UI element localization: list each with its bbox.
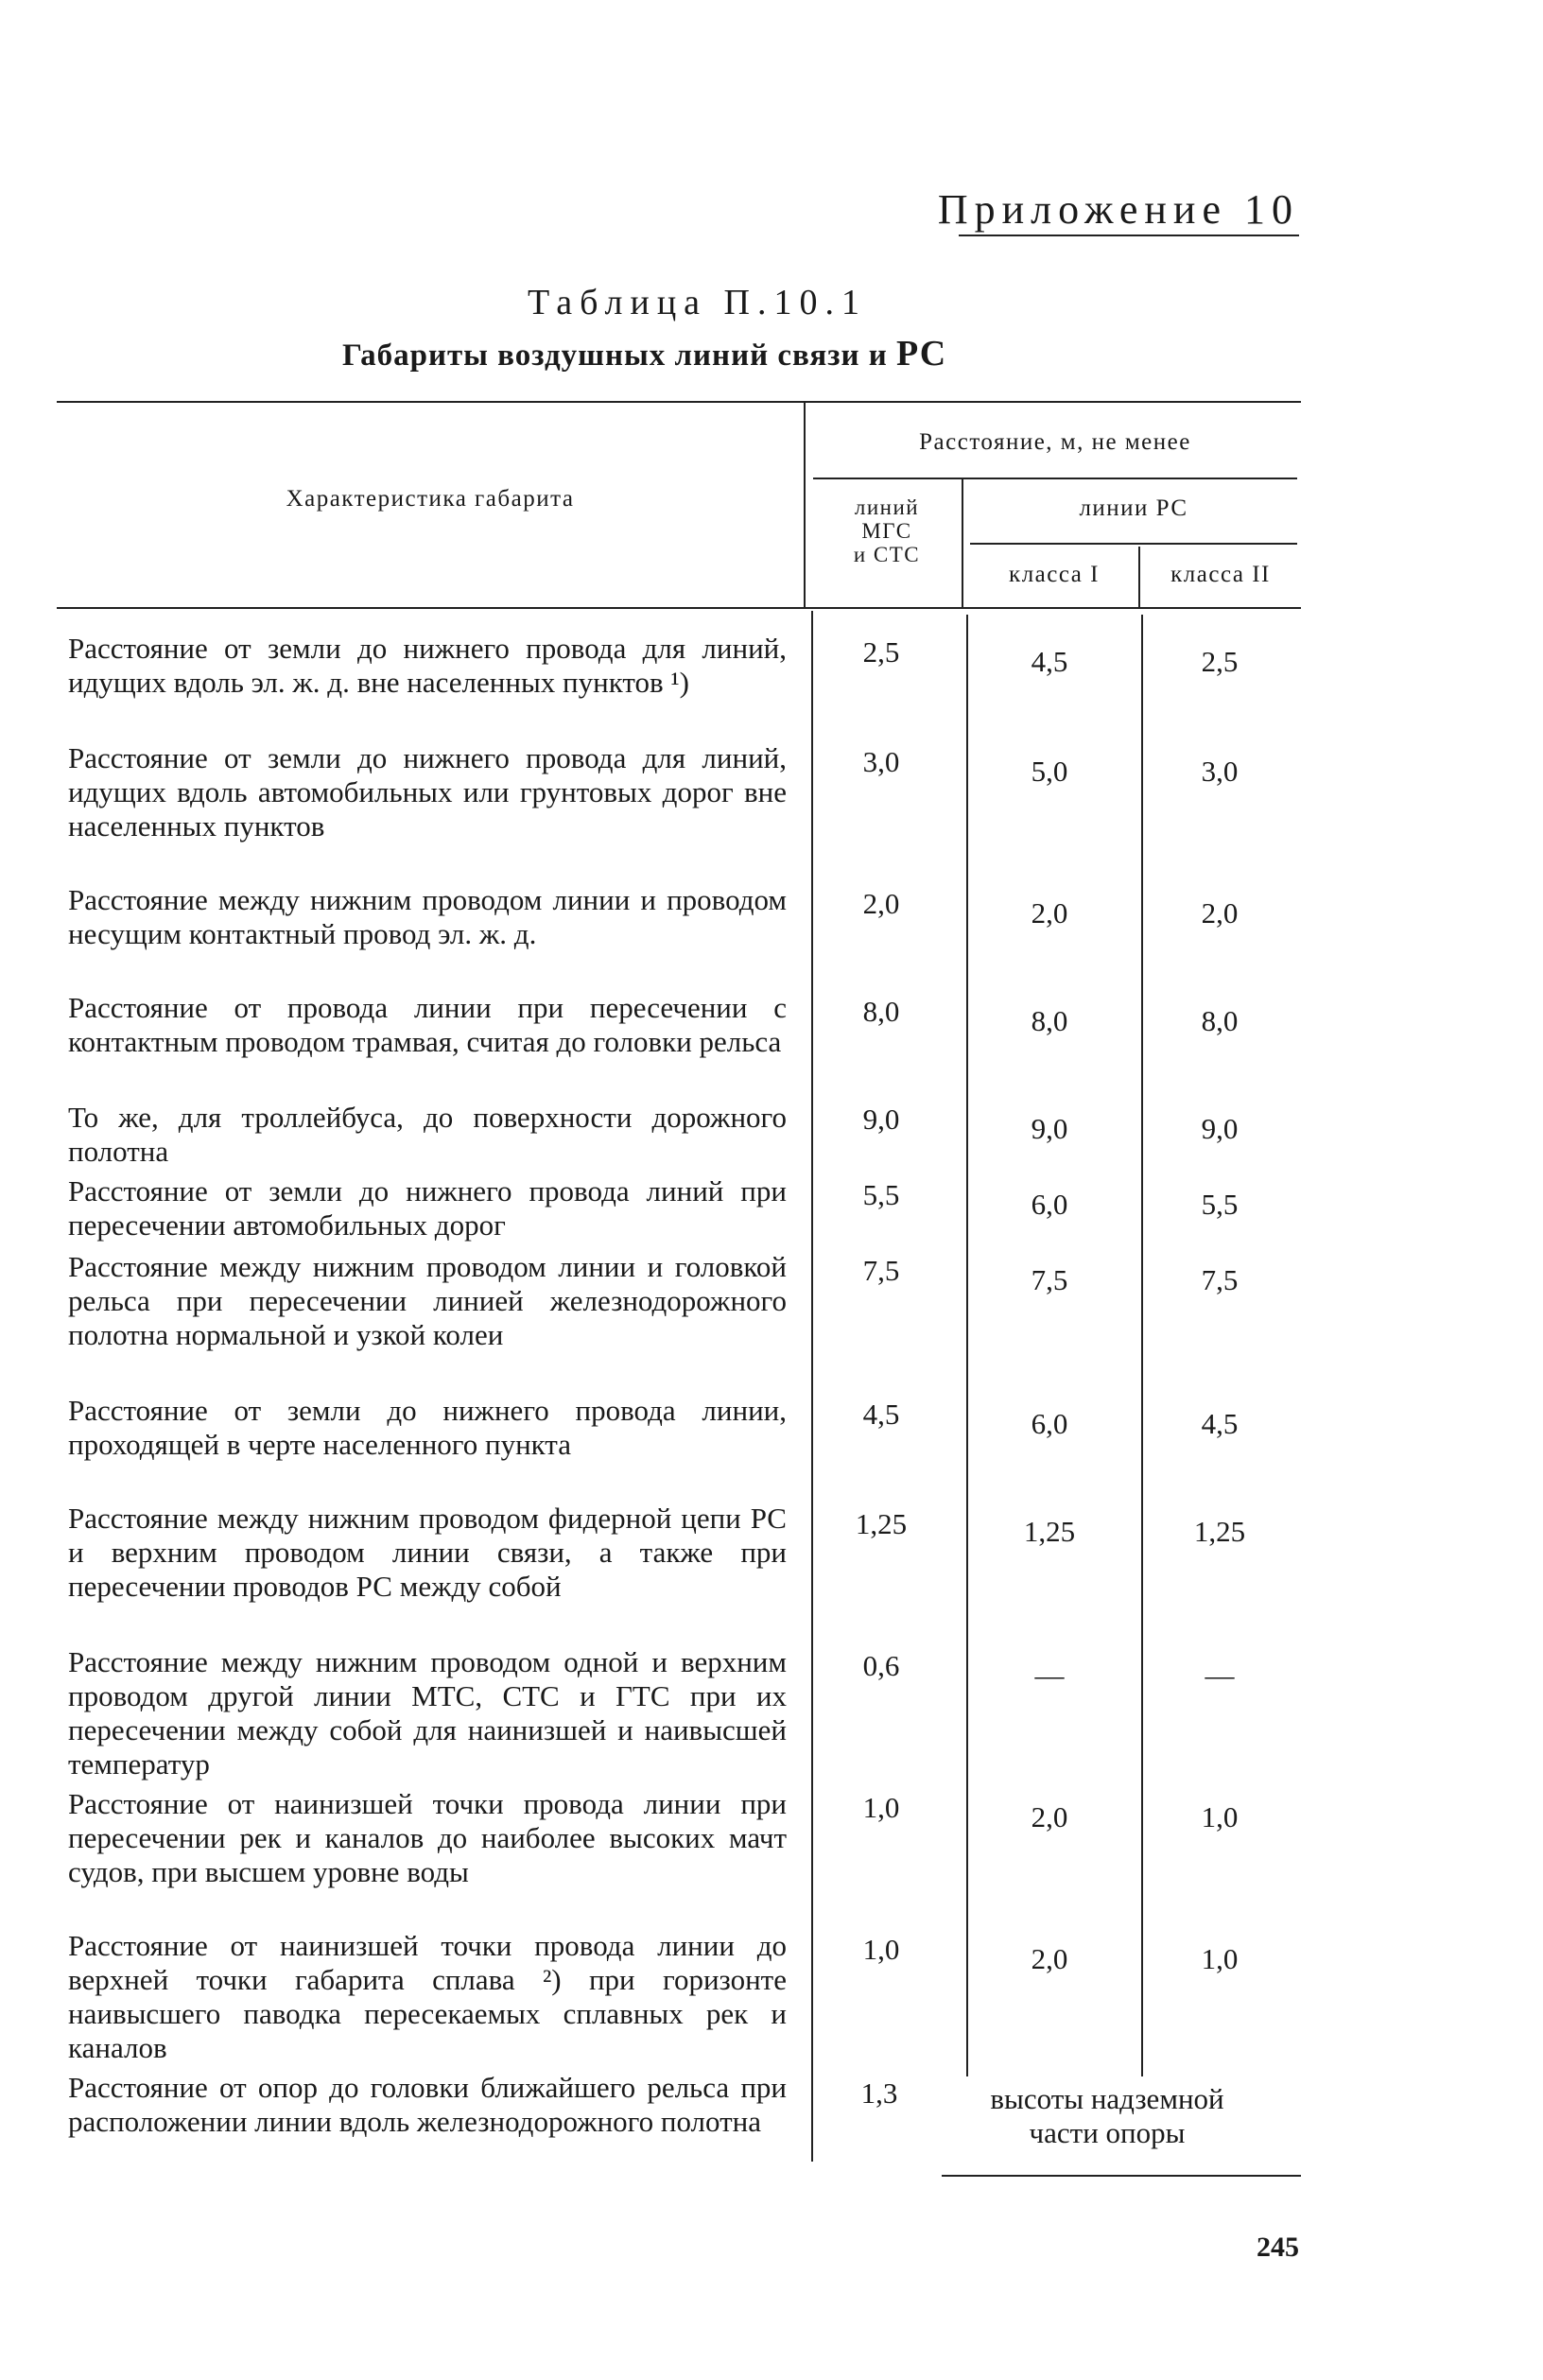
row-value-class1: 6,0 <box>1031 1407 1068 1440</box>
header-col-divider-2 <box>962 478 963 607</box>
row-value-class2: 1,0 <box>1201 1800 1239 1833</box>
table-title-suffix: РС <box>896 334 947 374</box>
row-value-mgs: 4,5 <box>862 1398 900 1431</box>
table-title-text: Габариты воздушных линий связи и <box>342 339 888 373</box>
row-value-class1: 2,0 <box>1031 1942 1068 1975</box>
row-description: То же, для троллейбуса, до поверхности дорожного полотна <box>68 1101 787 1168</box>
row-value-merged <box>951 2082 1263 2150</box>
row-value-mgs: 1,3 <box>860 2076 898 2110</box>
header-col-divider-1 <box>804 403 806 607</box>
row-value-class2: 1,25 <box>1193 1515 1246 1548</box>
rc-subheader-rule <box>970 543 1297 545</box>
table-number: Таблица П.10.1 <box>528 283 867 322</box>
row-description: Расстояние между нижним проводом фидерной цепи РС и верхним проводом линии связи, а также при пересечении проводов РС между собой <box>68 1502 787 1603</box>
row-description: Расстояние от земли до нижнего провода для линий, идущих вдоль эл. ж. д. вне населенных пунктов ¹) <box>68 632 787 699</box>
row-value-mgs: 2,5 <box>862 635 900 669</box>
appendix-underline <box>959 235 1299 236</box>
table-bottom-rule <box>942 2175 1301 2177</box>
row-value-class2: 2,0 <box>1201 896 1239 929</box>
header-bottom-rule <box>57 607 1301 609</box>
row-value-class1: 2,0 <box>1031 896 1068 929</box>
row-value-class1: 4,5 <box>1031 645 1068 678</box>
row-value-class2: 2,5 <box>1201 645 1239 678</box>
row-description: Расстояние от земли до нижнего провода линий при пересечении автомобильных дорог <box>68 1174 787 1242</box>
row-description: Расстояние между нижним проводом линии и проводом несущим контактный провод эл. ж. д. <box>68 883 787 950</box>
row-value-class2: 9,0 <box>1201 1112 1239 1145</box>
row-value-mgs: 3,0 <box>862 745 900 778</box>
header-mgs-line3: и СТС <box>853 543 921 566</box>
header-characteristic: Характеристика габарита <box>286 486 575 512</box>
row-value-class1: — <box>1034 1659 1065 1692</box>
row-value-class1: 7,5 <box>1031 1263 1068 1296</box>
header-class1: класса I <box>1009 562 1100 587</box>
merged-line1: высоты надземной <box>990 2082 1224 2115</box>
header-col-divider-3 <box>1138 547 1140 607</box>
row-value-class2: 3,0 <box>1201 755 1239 788</box>
row-value-mgs: 1,0 <box>862 1791 900 1824</box>
row-description: Расстояние от земли до нижнего провода для линий, идущих вдоль автомобильных или грунтовых дорог вне населенных пунктов <box>68 741 787 843</box>
row-description: Расстояние между нижним проводом одной и верхним проводом другой линии МТС, СТС и ГТС при их пересечении между собой для наинизшей и наивысшей температур <box>68 1645 787 1781</box>
body-col-divider-1 <box>811 611 813 2162</box>
row-value-mgs: 8,0 <box>862 995 900 1028</box>
header-distance: Расстояние, м, не менее <box>919 429 1191 455</box>
row-value-class1: 5,0 <box>1031 755 1068 788</box>
distance-subheader-rule <box>813 478 1297 479</box>
row-value-mgs: 7,5 <box>862 1254 900 1287</box>
row-value-class2: 1,0 <box>1201 1942 1239 1975</box>
body-col-divider-3 <box>1141 615 1143 2076</box>
row-value-mgs: 5,5 <box>862 1178 900 1211</box>
merged-line2: части опоры <box>1029 2116 1186 2149</box>
header-rc-lines: линии РС <box>1079 495 1188 521</box>
header-mgs-line1: линий <box>854 495 920 519</box>
row-value-class2: 8,0 <box>1201 1004 1239 1037</box>
row-value-class1: 8,0 <box>1031 1004 1068 1037</box>
header-class2: класса II <box>1170 562 1271 587</box>
row-value-class1: 9,0 <box>1031 1112 1068 1145</box>
row-value-mgs: 2,0 <box>862 887 900 920</box>
body-col-divider-2 <box>966 615 968 2076</box>
row-description: Расстояние от наинизшей точки провода линии до верхней точки габарита сплава ²) при горизонте наивысшего паводка пересекаемых сплавных рек и каналов <box>68 1929 787 2064</box>
row-value-class2: 4,5 <box>1201 1407 1239 1440</box>
row-value-class1: 6,0 <box>1031 1188 1068 1221</box>
row-value-mgs: 1,25 <box>855 1507 908 1540</box>
row-value-class2: 7,5 <box>1201 1263 1239 1296</box>
row-description: Расстояние между нижним проводом линии и головкой рельса при пересечении линией железнодорожного полотна нормальной и узкой колеи <box>68 1250 787 1351</box>
header-mgs-line2: МГС <box>861 519 912 543</box>
page-number: 245 <box>1257 2232 1299 2263</box>
row-value-mgs: 0,6 <box>862 1649 900 1682</box>
row-description: Расстояние от опор до головки ближайшего рельса при расположении линии вдоль железнодорожного полотна <box>68 2071 787 2138</box>
row-description: Расстояние от земли до нижнего провода линии, проходящей в черте населенного пункта <box>68 1394 787 1461</box>
row-description: Расстояние от провода линии при пересечении с контактным проводом трамвая, считая до головки рельса <box>68 991 787 1058</box>
row-value-class2: 5,5 <box>1201 1188 1239 1221</box>
appendix-label: Приложение 10 <box>937 186 1299 233</box>
row-value-class1: 2,0 <box>1031 1800 1068 1833</box>
row-value-mgs: 1,0 <box>862 1933 900 1966</box>
header-mgs <box>813 495 961 566</box>
table-top-rule <box>57 401 1301 403</box>
row-value-class1: 1,25 <box>1023 1515 1076 1548</box>
table-title <box>342 333 946 374</box>
row-value-class2: — <box>1205 1659 1235 1692</box>
row-description: Расстояние от наинизшей точки провода линии при пересечении рек и каналов до наиболее высоких мачт судов, при высшем уровне воды <box>68 1787 787 1888</box>
row-value-mgs: 9,0 <box>862 1103 900 1136</box>
